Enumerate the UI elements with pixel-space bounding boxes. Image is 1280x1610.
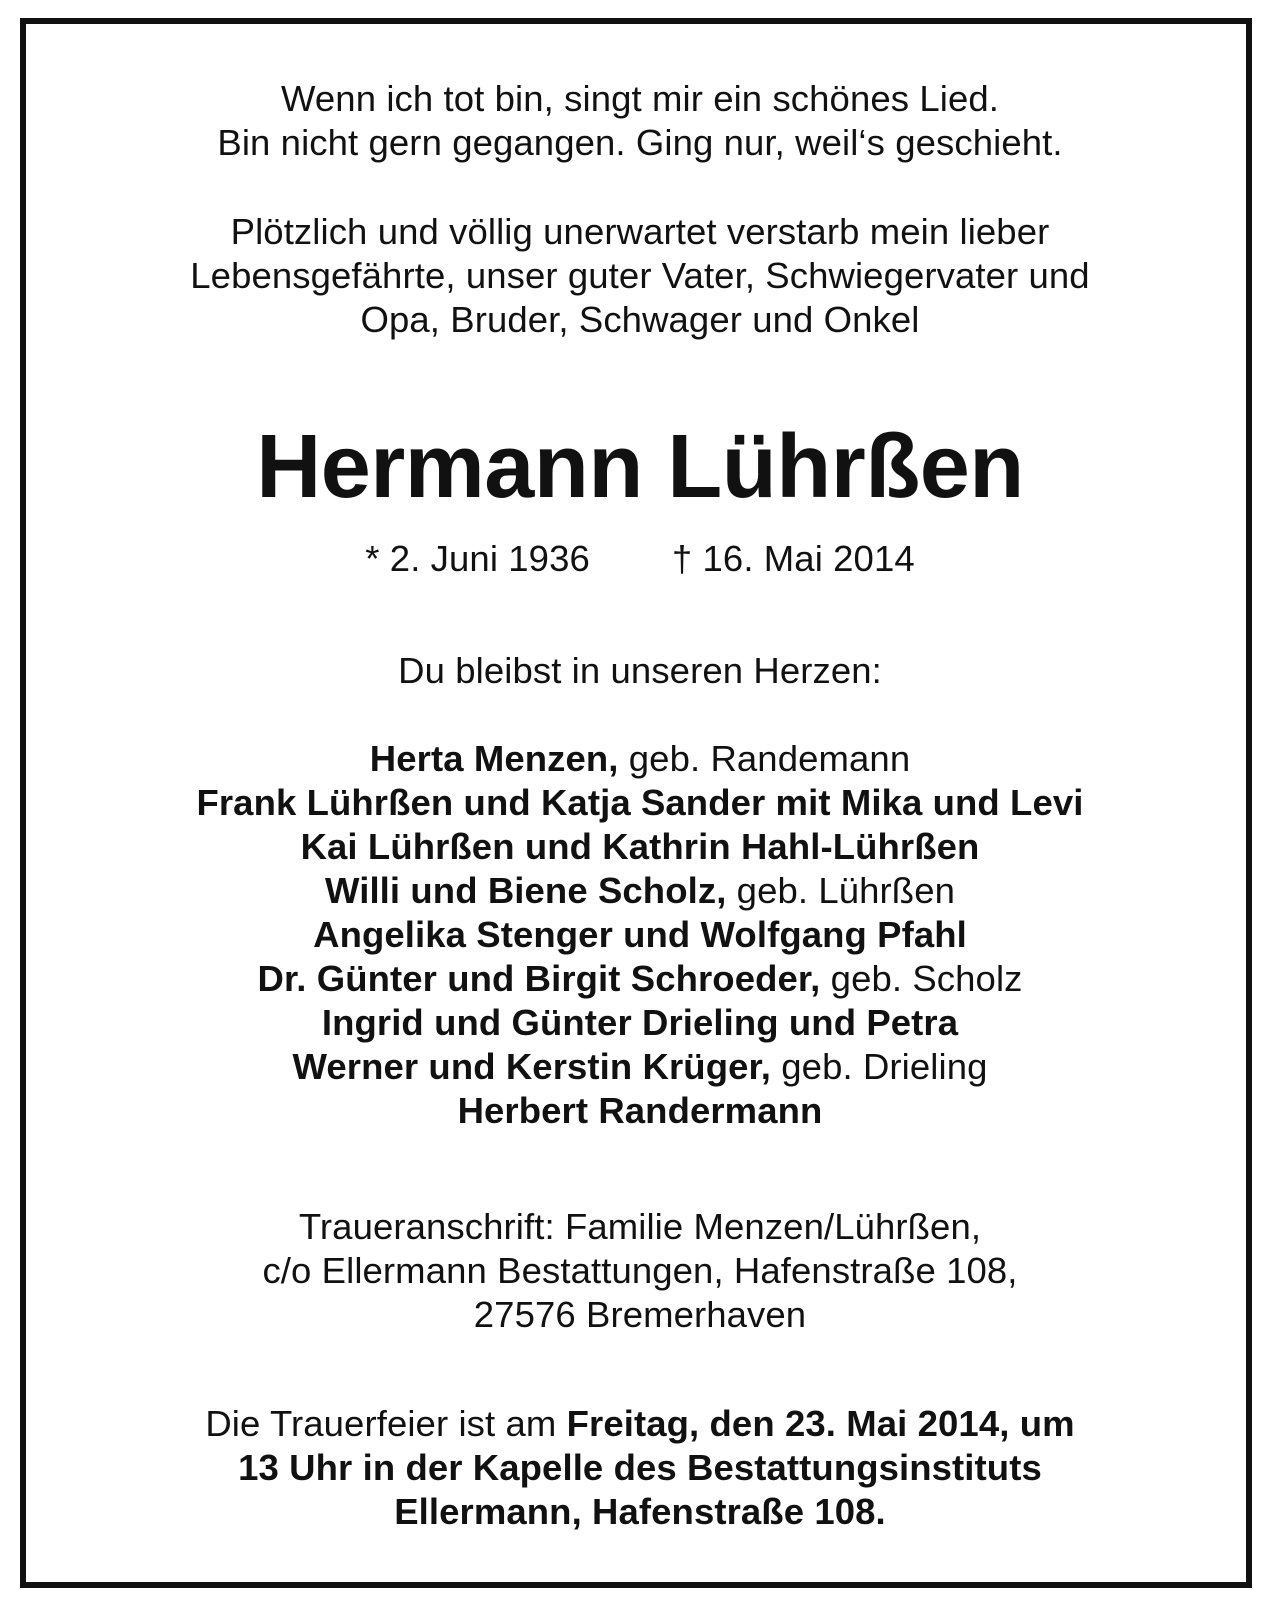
verse [0, 77, 1280, 165]
mourner-name: Angelika Stenger und Wolfgang Pfahl [313, 914, 967, 955]
mourner-line [0, 869, 1280, 913]
address-line-2: c/o Ellermann Bestattungen, Hafenstraße 108, [262, 1250, 1018, 1291]
mourner-line [0, 1089, 1280, 1133]
service-intro: Die Trauerfeier ist am [205, 1403, 567, 1444]
mourner-note: geb. Randemann [618, 738, 911, 779]
address-line-3: 27576 Bremerhaven [473, 1294, 807, 1335]
deceased-name: Hermann Lührßen [256, 417, 1024, 517]
mourner-name: Herbert Randermann [457, 1090, 823, 1131]
mourner-line [0, 825, 1280, 869]
service-line-2: 13 Uhr in der Kapelle des Bestattungsinstituts [238, 1447, 1042, 1488]
mourner-name: Ingrid und Günter Drieling und Petra [321, 1002, 959, 1043]
address-line-1: Traueranschrift: Familie Menzen/Lührßen, [298, 1206, 982, 1247]
mourner-name: Kai Lührßen und Kathrin Hahl-Lührßen [300, 826, 980, 867]
mourner-name: Werner und Kerstin Krüger, [292, 1046, 772, 1087]
mourner-name: Dr. Günter und Birgit Schroeder, [257, 958, 821, 999]
service-date: Freitag, den 23. Mai 2014, um [566, 1403, 1075, 1444]
remain-line: Du bleibst in unseren Herzen: [398, 650, 882, 691]
mourner-line [0, 737, 1280, 781]
mourners-list [0, 737, 1280, 1133]
intro-line-2: Lebensgefährte, unser guter Vater, Schwiegervater und [190, 255, 1090, 296]
mourner-note: geb. Scholz [820, 958, 1023, 999]
mourner-line [0, 957, 1280, 1001]
verse-line-1: Wenn ich tot bin, singt mir ein schönes Lied. [281, 78, 999, 119]
intro-line-1: Plötzlich und völlig unerwartet verstarb mein lieber [230, 211, 1050, 252]
service-line-3: Ellermann, Hafenstraße 108. [394, 1491, 886, 1532]
mourner-name: Frank Lührßen und Katja Sander mit Mika und Levi [196, 782, 1084, 823]
mourner-line [0, 781, 1280, 825]
funeral-service-info [0, 1402, 1280, 1534]
mourner-name: Herta Menzen, [369, 738, 619, 779]
mourner-line [0, 1045, 1280, 1089]
death-date: † 16. Mai 2014 [671, 538, 915, 579]
mourning-address [0, 1205, 1280, 1337]
mourner-line [0, 913, 1280, 957]
mourner-note: geb. Lührßen [726, 870, 956, 911]
life-dates [0, 537, 1280, 581]
mourner-name: Willi und Biene Scholz, [324, 870, 727, 911]
mourner-line [0, 1001, 1280, 1045]
birth-date: * 2. Juni 1936 [365, 538, 590, 579]
verse-line-2: Bin nicht gern gegangen. Ging nur, weil‘s geschieht. [217, 122, 1063, 163]
intro-line-3: Opa, Bruder, Schwager und Onkel [360, 299, 920, 340]
intro-text [0, 210, 1280, 342]
mourner-note: geb. Drieling [771, 1046, 988, 1087]
service-line-1 [0, 1402, 1280, 1446]
